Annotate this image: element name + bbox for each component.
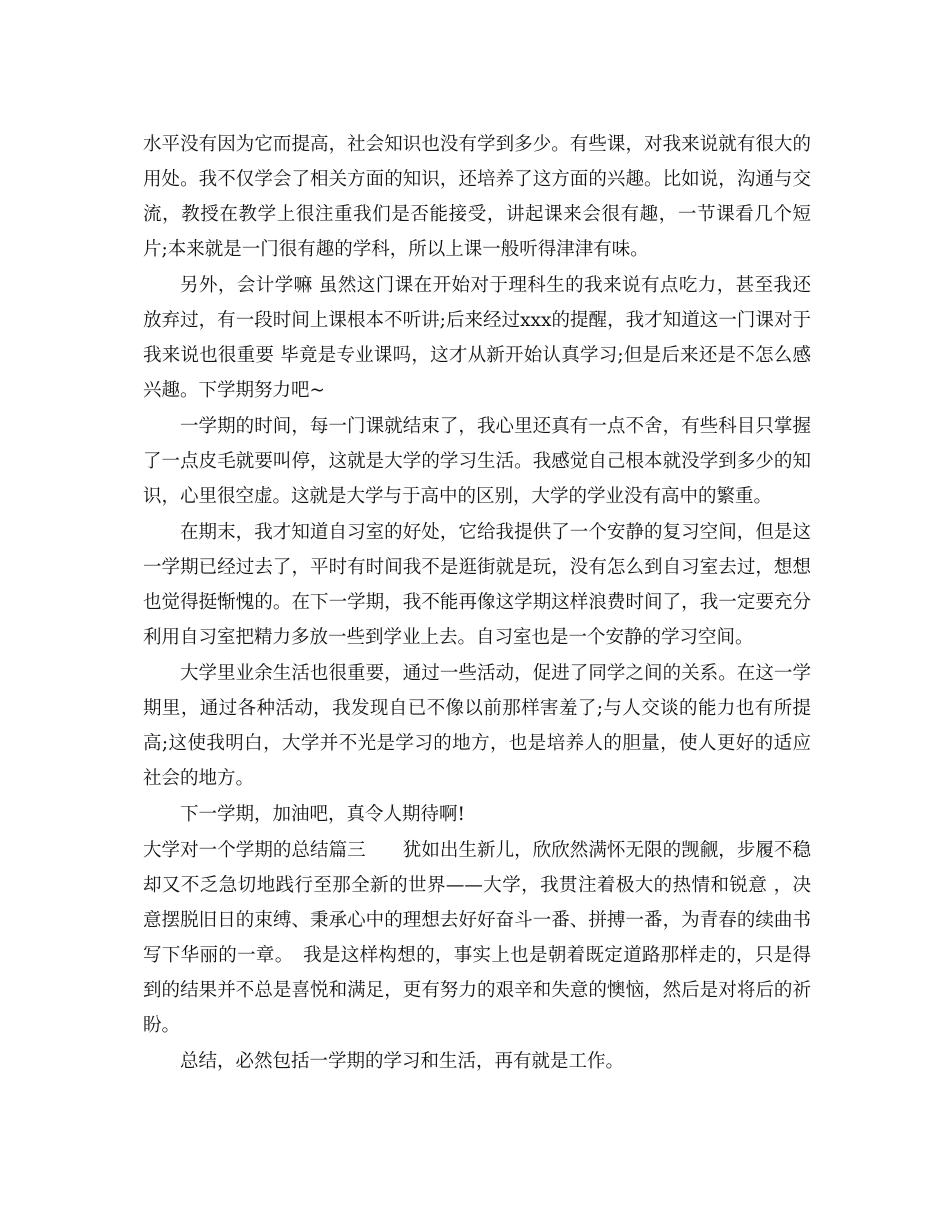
paragraph-summary-part-three: 大学对一个学期的总结篇三 犹如出生新儿，欣欣然满怀无限的觊觎，步履不稳却又不乏急切地践行至那全新的世界——大学，我贯注着极大的热情和锐意 ，决意摆脱旧日的束缚、秉承心中的理想去好好奋斗一番、拼搏一番，为青春的续曲书写下华丽的一章。 我是这样构想的，事实上也是朝着既定道路那样走的，只是得到的结果并不总是喜悦和满足，更有努力的艰辛和失意的懊恼，然后是对将后的祈盼。 [143,840,811,1036]
paragraph-accounting: 另外，会计学嘛 虽然这门课在开始对于理科生的我来说有点吃力，甚至我还放弃过，有一段时间上课根本不听讲;后来经过xxx的提醒，我才知道这一门课对于我来说也很重要 毕竟是专业课吗，这才从新开始认真学习;但是后来还是不怎么感兴趣。下学期努力吧~ [143,275,811,401]
paragraph-semester-time: 一学期的时间，每一门课就结束了，我心里还真有一点不舍，有些科目只掌握了一点皮毛就要叫停，这就是大学的学习生活。我感觉自己根本就没学到多少的知识，心里很空虚。这就是大学与于高中的区别，大学的学业没有高中的繁重。 [143,416,811,507]
document-body [143,127,811,1080]
paragraph-course-usefulness: 水平没有因为它而提高，社会知识也没有学到多少。有些课，对我来说就有很大的用处。我不仅学会了相关方面的知识，还培养了这方面的兴趣。比如说，沟通与交流，教授在教学上很注重我们是否能接受，讲起课来会很有趣，一节课看几个短片;本来就是一门很有趣的学科，所以上课一般听得津津有味。 [143,134,811,260]
paragraph-conclusion: 总结，必然包括一学期的学习和生活，再有就是工作。 [180,1051,625,1072]
paragraph-extracurricular: 大学里业余生活也很重要，通过一些活动，促进了同学之间的关系。在这一学期里，通过各种活动，我发现自已不像以前那样害羞了;与人交谈的能力也有所提高;这使我明白，大学并不光是学习的地方，也是培养人的胆量，使人更好的适应社会的地方。 [143,663,811,789]
paragraph-study-room: 在期末，我才知道自习室的好处，它给我提供了一个安静的复习空间，但是这一学期已经过去了，平时有时间我不是逛街就是玩，没有怎么到自习室去过，想想也觉得挺惭愧的。在下一学期，我不能再像这学期这样浪费时间了，我一定要充分利用自习室把精力多放一些到学业上去。自习室也是一个安静的学习空间。 [143,522,811,648]
paragraph-next-semester: 下一学期，加油吧，真令人期待啊! [180,804,465,825]
